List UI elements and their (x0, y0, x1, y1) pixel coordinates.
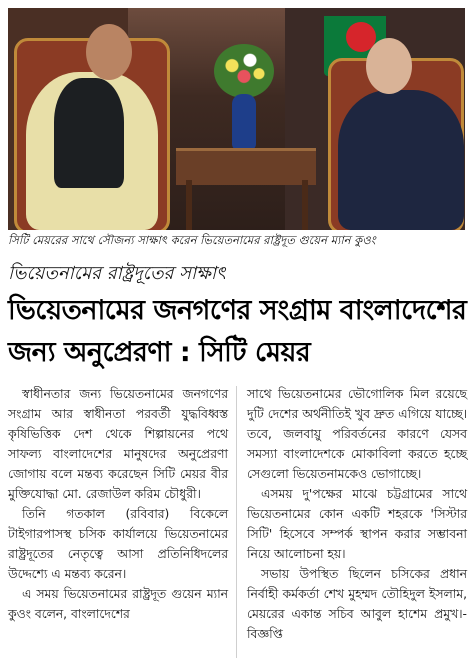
photo-caption: সিটি মেয়রের সাথে সৌজন্য সাক্ষাৎ করেন ভিয়েতনামের রাষ্ট্রদূত গুয়েন ম্যান কুওং (8, 233, 376, 247)
headline-line-2: জন্য অনুপ্রেরণা : সিটি মেয়র (8, 337, 311, 368)
article-headline (8, 290, 468, 374)
person-mayor-head (86, 24, 132, 80)
flower-bouquet (214, 44, 274, 98)
article-column-left (8, 384, 228, 624)
body-paragraph: স্বাধীনতার জন্য ভিয়েতনামের জনগণের সংগ্রাম আর স্বাধীনতা পরবর্তী যুদ্ধবিধ্বস্ত কৃষিভিত্তিক দেশ থেকে শিল্পায়নের পথে সাফল্য বাংলাদেশের মানুষদের অনুপ্রেরণা জোগায় বলে মন্তব্য করেছেন সিটি মেয়র বীর মুক্তিযোদ্ধা মো. রেজাউল করিম চৌধুরী। (8, 387, 228, 501)
column-divider (236, 386, 237, 658)
body-paragraph: এ সময় ভিয়েতনামের রাষ্ট্রদূত গুয়েন ম্যান কুওং বলেন, বাংলাদেশের (8, 587, 228, 621)
news-photo (8, 8, 465, 230)
body-paragraph: সাথে ভিয়েতনামের ভৌগোলিক মিল রয়েছে দুটি দেশের অর্থনীতিই খুব দ্রুত এগিয়ে যাচ্ছে। তবে, জলবায়ু পরিবর্তনের কারণে যেসব সমস্যা বাংলাদেশকে মোকাবিলা করতে হচ্ছে সেগুলো ভিয়েতনামকেও ভোগাচ্ছে। (247, 387, 467, 481)
headline-line-1: ভিয়েতনামের জনগণের সংগ্রাম বাংলাদেশের (8, 295, 467, 326)
article-kicker: ভিয়েতনামের রাষ্ট্রদূতের সাক্ষাৎ (8, 263, 226, 284)
person-ambassador-head (366, 38, 412, 94)
body-paragraph: তিনি গতকাল (রবিবার) বিকেলে টাইগারপাসস্থ চসিক কার্যালয়ে ভিয়েতনামের রাষ্ট্রদূতের নেতৃত্বে আসা প্রতিনিধিদলের উদ্দেশ্যে এ মন্তব্য করেন। (8, 507, 228, 581)
body-paragraph: এসময় দু'পক্ষের মাঝে চট্টগ্রামের সাথে ভিয়েতনামের কোন একটি শহরকে 'সিস্টার সিটি' হিসেবে সম্পর্ক স্থাপন করার সম্ভাবনা নিয়ে আলোচনা হয়। (247, 487, 467, 561)
person-mayor-vest (54, 78, 124, 188)
body-paragraph: সভায় উপস্থিত ছিলেন চসিকের প্রধান নির্বাহী কর্মকর্তা শেখ মুহম্মদ তৌহিদুল ইসলাম, মেয়রের একান্ত সচিব আবুল হাশেম প্রমুখ।-বিজ্ঞপ্তি (247, 567, 467, 641)
side-table (176, 148, 316, 185)
article-column-right (247, 384, 467, 644)
vase (232, 94, 256, 150)
person-ambassador (338, 90, 464, 230)
